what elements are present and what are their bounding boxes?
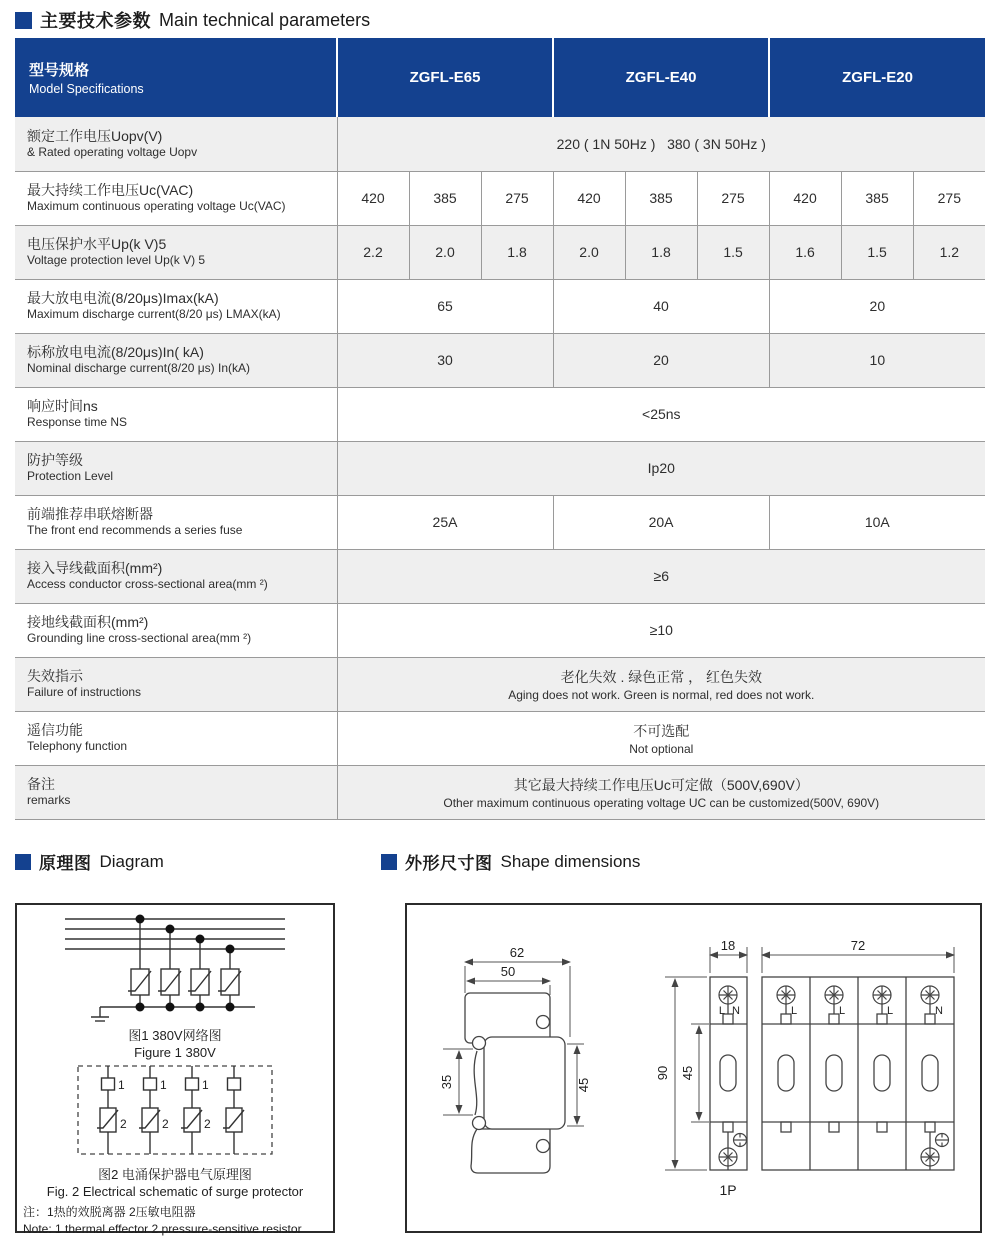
header-model-e40: ZGFL-E40 [553, 38, 769, 117]
cell-value [337, 711, 985, 765]
row-label-en: Access conductor cross-sectional area(mm ²) [27, 577, 268, 592]
row-label [15, 333, 337, 387]
row-label-en: Protection Level [27, 469, 114, 484]
terminal-label-l: L [839, 1005, 846, 1017]
varistor-label: 2 [204, 1116, 211, 1131]
four-pole-front-view [762, 938, 954, 1170]
page-title [15, 7, 370, 33]
dim-50: 50 [500, 964, 516, 979]
cell-value: 40 [553, 279, 769, 333]
cell-value-zh: 不可选配 [633, 722, 690, 739]
blue-square-icon [381, 854, 397, 870]
diagram-note [17, 1201, 333, 1239]
section-title-shape-dimensions [381, 849, 640, 874]
table-row-failure-indication [15, 657, 985, 711]
cell-value: 385 [841, 171, 913, 225]
one-pole-front-view [655, 938, 747, 1198]
figure2-caption-zh: 图2 电涌保护器电气原理图 [98, 1166, 252, 1182]
table-row-response-time [15, 387, 985, 441]
row-label-zh: 最大持续工作电压Uc(VAC) [27, 181, 194, 198]
thermal-effector-label: 1 [202, 1077, 209, 1092]
section-title-en: Shape dimensions [500, 851, 641, 871]
row-label-en: Telephony function [27, 739, 128, 754]
row-label-en: Grounding line cross-sectional area(mm ²) [27, 631, 252, 646]
cell-value-zh: 老化失效 . 绿色正常 ， 红色失效 [560, 668, 763, 685]
cell-value: 1.8 [625, 225, 697, 279]
section-title-diagram [15, 849, 164, 874]
cell-value: 1.8 [481, 225, 553, 279]
terminal-label-n: N [732, 1005, 740, 1017]
terminal-label-l: L [718, 1005, 725, 1017]
cell-value: 2.0 [553, 225, 625, 279]
thermal-effector-label: 1 [118, 1077, 125, 1092]
table-row-grounding-line-area [15, 603, 985, 657]
cell-value-zh: 其它最大持续工作电压Uc可定做（500V,690V） [513, 776, 809, 793]
figure2-caption [17, 1167, 333, 1201]
blue-square-icon [15, 12, 32, 29]
row-label-en: Failure of instructions [27, 685, 142, 700]
row-label-en: The front end recommends a series fuse [27, 523, 243, 538]
cell-value: 420 [769, 171, 841, 225]
table-row-telephony-function [15, 711, 985, 765]
header-model-spec [15, 38, 337, 117]
diagram-note-zh: 注：1热的效脱离器 2压敏电阻器 [23, 1204, 196, 1219]
cell-value: 420 [553, 171, 625, 225]
row-label [15, 225, 337, 279]
row-label [15, 765, 337, 819]
row-label [15, 549, 337, 603]
dim-90: 90 [655, 1065, 670, 1081]
table-row-remarks [15, 765, 985, 819]
table-row-max-continuous-voltage [15, 171, 985, 225]
cell-value: 1.5 [697, 225, 769, 279]
row-label [15, 657, 337, 711]
header-model-e65: ZGFL-E65 [337, 38, 553, 117]
cell-value: 20 [769, 279, 985, 333]
cell-value: 20A [553, 495, 769, 549]
section-title-zh: 原理图 [39, 854, 92, 873]
page-title-en: Main technical parameters [159, 9, 371, 30]
cell-value: 275 [481, 171, 553, 225]
table-row-protection-level [15, 441, 985, 495]
cell-value: ≥6 [337, 549, 985, 603]
row-label-zh: 前端推荐串联熔断器 [27, 505, 153, 522]
figure1-caption-en: Figure 1 380V [134, 1044, 216, 1060]
row-label [15, 117, 337, 171]
row-label-zh: 失效指示 [27, 667, 83, 684]
table-header-row [15, 38, 985, 117]
thermal-effector-label: 1 [160, 1077, 167, 1092]
row-label-zh: 接入导线截面积(mm²) [27, 559, 163, 576]
terminal-label-n: N [935, 1005, 943, 1017]
figure1-caption [17, 1028, 333, 1062]
row-label [15, 495, 337, 549]
cell-value: 65 [337, 279, 553, 333]
figure2-schematic-diagram [30, 1062, 320, 1162]
cell-value: 420 [337, 171, 409, 225]
table-row-nominal-discharge-current [15, 333, 985, 387]
header-label-en: Model Specifications [29, 82, 144, 96]
row-label [15, 441, 337, 495]
row-label [15, 387, 337, 441]
cell-value: 10A [769, 495, 985, 549]
table-row-series-fuse [15, 495, 985, 549]
cell-value: 1.5 [841, 225, 913, 279]
row-label-zh: 标称放电电流(8/20μs)In( kA) [27, 343, 204, 360]
cell-value-en: Aging does not work. Green is normal, red does not work. [508, 687, 815, 702]
shape-dimensions-drawing [407, 905, 980, 1231]
row-label-en: & Rated operating voltage Uopv [27, 145, 198, 159]
cell-value: 385 [625, 171, 697, 225]
row-label [15, 279, 337, 333]
shape-dimensions-box [405, 903, 982, 1233]
table-row-rated-voltage [15, 117, 985, 171]
terminal-label-l: L [887, 1005, 894, 1017]
row-label [15, 711, 337, 765]
dim-62: 62 [509, 945, 525, 960]
cell-value: 220 ( 1N 50Hz ) 380 ( 3N 50Hz ) [337, 117, 985, 171]
header-label-zh: 型号规格 [29, 62, 90, 79]
cell-value: 20 [553, 333, 769, 387]
dim-18: 18 [720, 938, 736, 953]
row-label-zh: 最大放电电流(8/20μs)Imax(kA) [27, 289, 219, 306]
row-label-en: Maximum continuous operating voltage Uc(VAC) [27, 199, 286, 214]
row-label-zh: 额定工作电压Uopv(V) [27, 127, 163, 144]
figure1-network-diagram [30, 911, 320, 1023]
cell-value: 25A [337, 495, 553, 549]
cell-value: ≥10 [337, 603, 985, 657]
page-title-zh: 主要技术参数 [40, 11, 151, 31]
cell-value: 30 [337, 333, 553, 387]
blue-square-icon [15, 854, 31, 870]
section-title-en: Diagram [99, 851, 164, 871]
cell-value: 385 [409, 171, 481, 225]
row-label-en: Response time NS [27, 415, 128, 430]
table-row-voltage-protection-level [15, 225, 985, 279]
cell-value: 275 [913, 171, 985, 225]
varistor-label: 2 [120, 1116, 127, 1131]
cell-value-en: Not optional [629, 741, 694, 756]
cell-value: Ip20 [337, 441, 985, 495]
diagram-note-en: Note: 1 thermal effector 2 pressure-sensitive resistor [23, 1221, 302, 1236]
dim-72: 72 [850, 938, 866, 953]
cell-value [337, 765, 985, 819]
row-label [15, 171, 337, 225]
dim-45: 45 [576, 1077, 591, 1093]
cell-value: 1.6 [769, 225, 841, 279]
cell-value: 275 [697, 171, 769, 225]
circuit-diagram-box [15, 903, 335, 1236]
row-label-en: Nominal discharge current(8/20 μs) In(kA) [27, 361, 250, 376]
cell-value: 10 [769, 333, 985, 387]
table-row-access-conductor-area [15, 549, 985, 603]
figure2-caption-en: Fig. 2 Electrical schematic of surge protector [46, 1183, 304, 1199]
cell-value: 2.2 [337, 225, 409, 279]
cell-value [337, 657, 985, 711]
terminal-label-l: L [791, 1005, 798, 1017]
varistor-label: 2 [162, 1116, 169, 1131]
cell-value: 2.0 [409, 225, 481, 279]
cell-value: <25ns [337, 387, 985, 441]
one-pole-caption: 1P [719, 1182, 737, 1198]
spec-table [15, 38, 985, 820]
row-label-en: remarks [27, 793, 71, 808]
row-label-en: Voltage protection level Up(k V) 5 [27, 253, 206, 268]
section-title-zh: 外形尺寸图 [405, 854, 493, 873]
row-label-zh: 电压保护水平Up(k V)5 [27, 235, 167, 252]
dim-35: 35 [439, 1074, 454, 1090]
row-label-zh: 遥信功能 [27, 721, 83, 738]
table-row-max-discharge-current [15, 279, 985, 333]
row-label-zh: 响应时间ns [27, 397, 98, 414]
figure1-caption-zh: 图1 380V网络图 [128, 1028, 222, 1043]
row-label [15, 603, 337, 657]
cell-value-en: Other maximum continuous operating voltage UC can be customized(500V, 690V) [443, 795, 880, 810]
row-label-zh: 备注 [27, 775, 55, 792]
row-label-zh: 接地线截面积(mm²) [27, 613, 149, 630]
row-label-zh: 防护等级 [27, 451, 83, 468]
dim-45-inner: 45 [680, 1065, 695, 1081]
row-label-en: Maximum discharge current(8/20 μs) LMAX(kA) [27, 307, 281, 322]
header-model-e20: ZGFL-E20 [769, 38, 985, 117]
cell-value: 1.2 [913, 225, 985, 279]
profile-side-view [439, 945, 591, 1173]
